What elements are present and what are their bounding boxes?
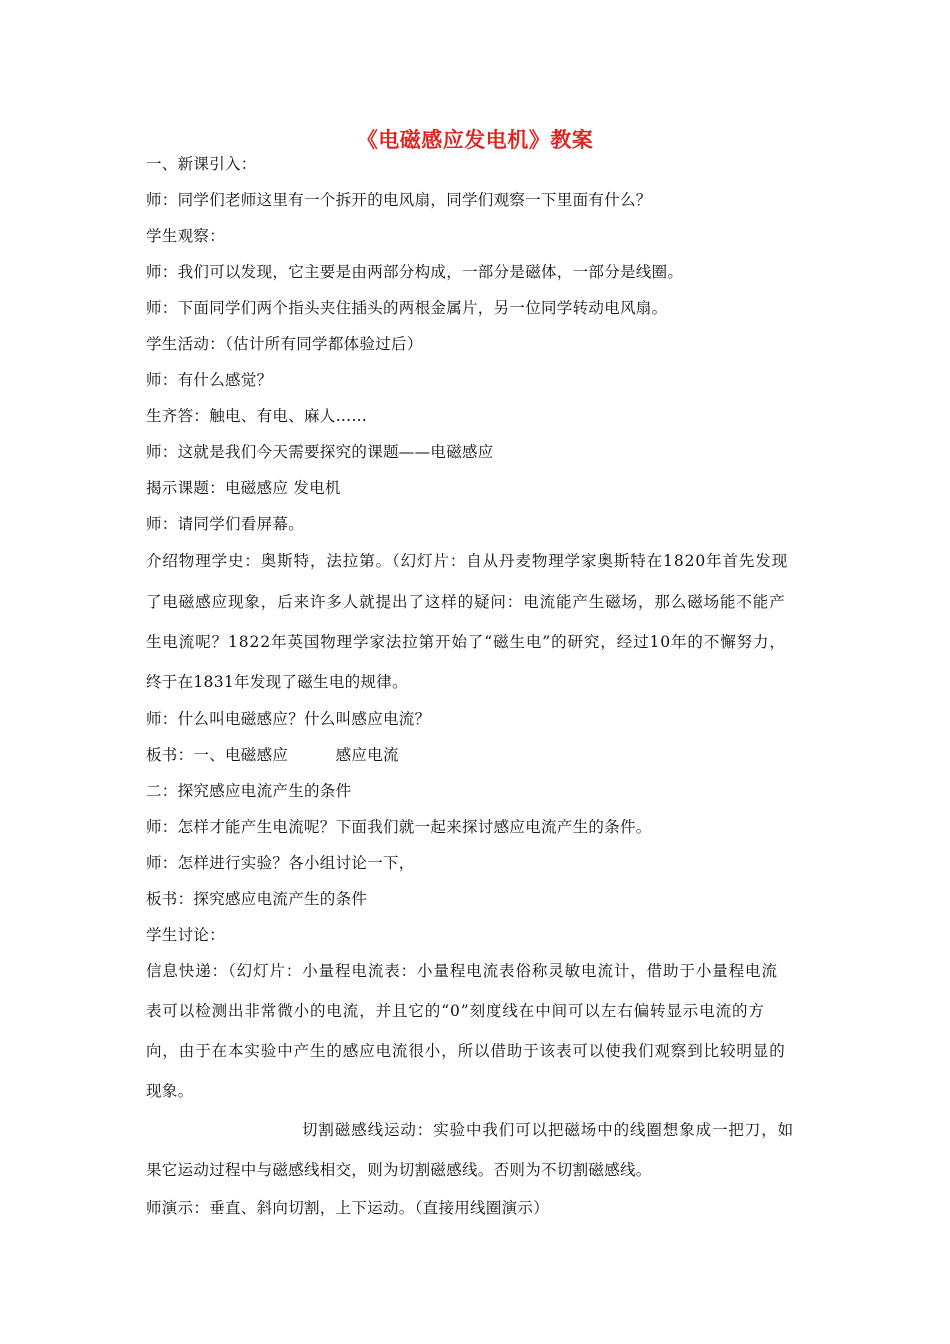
text-line: 一、新课引入： [146, 155, 257, 173]
text-line: 介绍物理学史：奥斯特，法拉第。（幻灯片：自从丹麦物理学家奥斯特在1820年首先发现 [146, 552, 789, 570]
text-line: 师：怎样进行实验？各小组讨论一下， [146, 854, 415, 872]
text-line: 师演示：垂直、斜向切割，上下运动。（直接用线圈演示） [146, 1199, 550, 1217]
text-line: 师：我们可以发现，它主要是由两部分构成，一部分是磁体，一部分是线圈。 [146, 263, 684, 281]
text-line: 师：有什么感觉？ [146, 371, 273, 389]
text-line: 果它运动过程中与磁感线相交，则为切割磁感线。否则为不切割磁感线。 [146, 1161, 652, 1179]
text-line: 生电流呢？1822年英国物理学家法拉第开始了“磁生电”的研究，经过10年的不懈努力， [146, 633, 786, 651]
text-line: 揭示课题：电磁感应 发电机 [146, 479, 341, 497]
document-title: 《电磁感应发电机》教案 [356, 128, 594, 152]
text-line: 表可以检测出非常微小的电流，并且它的“0”刻度线在中间可以左右偏转显示电流的方 [146, 1002, 765, 1020]
text-line: 学生讨论： [146, 926, 226, 944]
text-line: 师：同学们老师这里有一个拆开的电风扇，同学们观察一下里面有什么？ [146, 191, 652, 209]
text-line: 生齐答：触电、有电、麻人…… [146, 407, 368, 425]
text-line: 师：什么叫电磁感应？什么叫感应电流？ [146, 710, 431, 728]
text-line: 向，由于在本实验中产生的感应电流很小，所以借助于该表可以使我们观察到比较明显的 [146, 1042, 786, 1060]
text-line: 终于在1831年发现了磁生电的规律。 [146, 673, 408, 691]
text-line: 信息快递：（幻灯片：小量程电流表：小量程电流表俗称灵敏电流计，借助于小量程电流 [146, 962, 778, 980]
text-line: 现象。 [146, 1082, 194, 1100]
text-line: 学生观察： [146, 227, 226, 245]
text-line: 师：下面同学们两个指头夹住插头的两根金属片，另一位同学转动电风扇。 [146, 299, 668, 317]
text-line: 学生活动：（估计所有同学都体验过后） [146, 335, 423, 353]
text-line: 板书：一、电磁感应 感应电流 [146, 746, 399, 764]
text-line: 师：这就是我们今天需要探究的课题——电磁感应 [146, 443, 494, 461]
text-line: 板书：探究感应电流产生的条件 [146, 890, 368, 908]
text-line: 二：探究感应电流产生的条件 [146, 782, 352, 800]
text-line: 师：怎样才能产生电流呢？下面我们就一起来探讨感应电流产生的条件。 [146, 818, 652, 836]
text-line: 师：请同学们看屏幕。 [146, 515, 305, 533]
text-line: 了电磁感应现象，后来许多人就提出了这样的疑问：电流能产生磁场，那么磁场能不能产 [146, 593, 786, 611]
text-line: 切割磁感线运动：实验中我们可以把磁场中的线圈想象成一把刀，如 [302, 1121, 795, 1139]
